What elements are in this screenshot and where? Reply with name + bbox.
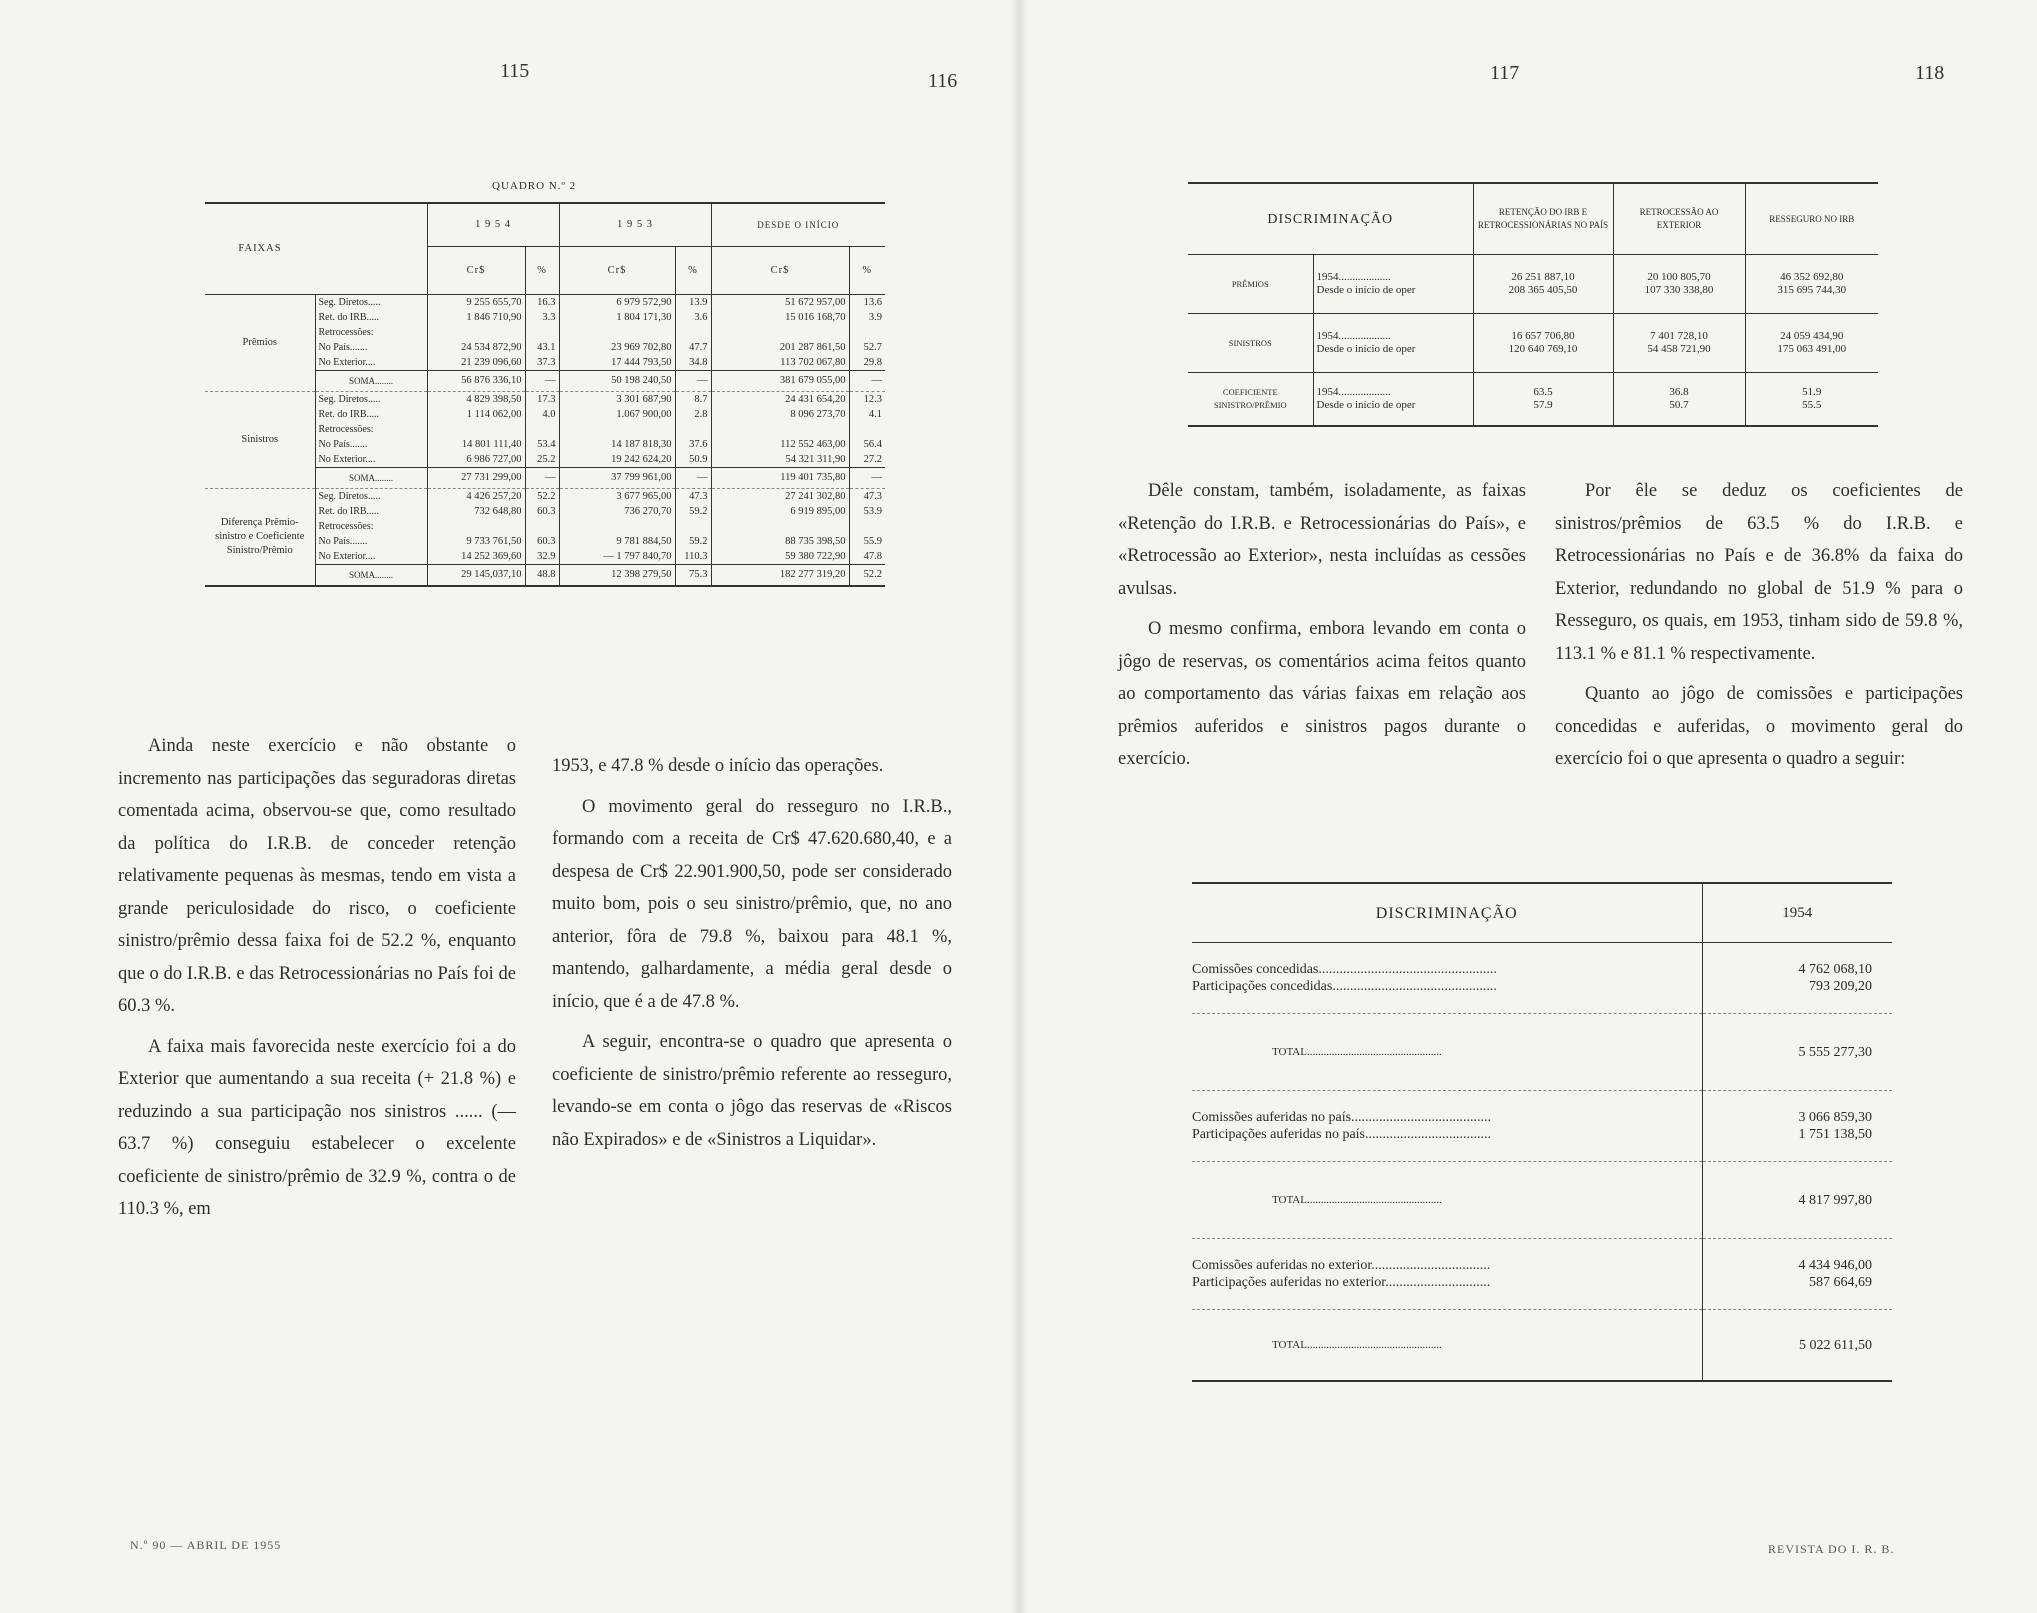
cell-value: 3.3 (525, 310, 559, 325)
soma-value: — (525, 371, 559, 392)
left-text-column-2 (552, 750, 952, 1164)
cell-value: 47.8 (849, 549, 885, 565)
cell-value: 208 365 405,50 (1508, 284, 1578, 296)
soma-label: SOMA........ (315, 565, 427, 587)
cell-value: 47.3 (675, 489, 711, 505)
page-number-118: 118 (1915, 62, 1945, 84)
line-label: Participações auferidas no exterior.............................. (1192, 1275, 1491, 1290)
soma-value: — (675, 371, 711, 392)
crs-header: Cr$ (559, 247, 675, 295)
cell-value (849, 325, 885, 340)
cell-value: 1 114 062,00 (427, 407, 525, 422)
cell-value: 55.9 (849, 534, 885, 549)
retencao-header: RETENÇÃO DO IRB E RETROCESSIONÁRIAS NO PAÍS (1473, 183, 1613, 255)
line-value: 4 762 068,10 (1798, 962, 1872, 977)
paragraph: O mesmo confirma, embora levando em conta o jôgo de reservas, os comentários acima feitos quanto ao comportamento das várias faixas em relação aos prêmios auferidos e sinistros pagos durante o exercício. (1118, 619, 1526, 769)
soma-value: 381 679 055,00 (711, 371, 849, 392)
footer-issue: N.º 90 — ABRIL DE 1955 (130, 1538, 282, 1552)
cell-value (849, 422, 885, 437)
cell-value: 51 672 957,00 (711, 295, 849, 311)
paragraph: O movimento geral do resseguro no I.R.B., formando com a receita de Cr$ 47.620.680,40, e a despesa de Cr$ 22.901.900,50, pode ser considerado muito bom, pois o seu sinistro/prêmio, que, no ano anterior, fôra de 79.8 %, baixou para 48.1 %, mantendo, galhardamente, a média geral desde o início, que é a de 47.8 %. (552, 796, 952, 1012)
cell-value: 63.5 (1533, 386, 1553, 398)
line-label: Participações concedidas............................................... (1192, 979, 1497, 994)
line-label: Comissões concedidas................................................... (1192, 962, 1497, 977)
row-label: Seg. Diretos..... (315, 392, 427, 408)
row-label: No País....... (315, 340, 427, 355)
cell-value: 9 781 884,50 (559, 534, 675, 549)
cell-value: 3 677 965,00 (559, 489, 675, 505)
row-label: No País....... (315, 534, 427, 549)
row-sublabel: 1954................... (1316, 330, 1391, 342)
cell-value (427, 422, 525, 437)
cell-value: 9 733 761,50 (427, 534, 525, 549)
cell-value (525, 519, 559, 534)
cell-value: 3 301 687,90 (559, 392, 675, 408)
total-row (1192, 1014, 1892, 1091)
table-row (1188, 255, 1878, 314)
table-row (1192, 943, 1892, 1014)
crs-header: Cr$ (427, 247, 525, 295)
soma-value: 52.2 (849, 565, 885, 587)
cell-value (711, 422, 849, 437)
row-label: Ret. do IRB..... (315, 310, 427, 325)
cell-value: 16 657 706,80 (1511, 330, 1575, 342)
table-row (1192, 1091, 1892, 1162)
cell-value: 57.9 (1533, 399, 1553, 411)
page-crease (1010, 0, 1028, 1613)
cell-value: 23 969 702,80 (559, 340, 675, 355)
soma-value: 75.3 (675, 565, 711, 587)
cell-value: 37.3 (525, 355, 559, 371)
cell-value: 9 255 655,70 (427, 295, 525, 311)
cell-value: 56.4 (849, 437, 885, 452)
line-value: 1 751 138,50 (1798, 1127, 1872, 1142)
faixas-header: FAIXAS (238, 243, 282, 254)
retrocessao-header: RETROCESSÃO AO EXTERIOR (1613, 183, 1745, 255)
soma-value: — (525, 468, 559, 489)
soma-value: 37 799 961,00 (559, 468, 675, 489)
cell-value: 14 187 818,30 (559, 437, 675, 452)
cell-value: 3.9 (849, 310, 885, 325)
table-row (205, 489, 885, 505)
soma-value: 182 277 319,20 (711, 565, 849, 587)
cell-value: — 1 797 840,70 (559, 549, 675, 565)
footer-journal: REVISTA DO I. R. B. (1768, 1542, 1895, 1556)
crs-header: Cr$ (711, 247, 849, 295)
cell-value: 17 444 793,50 (559, 355, 675, 371)
cell-value: 43.1 (525, 340, 559, 355)
row-label: Retrocessões: (315, 519, 427, 534)
total-label: TOTAL................................................. (1192, 1014, 1702, 1091)
total-value: 5 022 611,50 (1702, 1310, 1892, 1382)
cell-value: 29.8 (849, 355, 885, 371)
cell-value: 47.7 (675, 340, 711, 355)
cell-value: 732 648,80 (427, 504, 525, 519)
soma-value: 56 876 336,10 (427, 371, 525, 392)
cell-value: 54 321 311,90 (711, 452, 849, 468)
cell-value (675, 422, 711, 437)
cell-value: 59.2 (675, 504, 711, 519)
soma-value: — (849, 468, 885, 489)
row-label: Seg. Diretos..... (315, 489, 427, 505)
soma-label: SOMA........ (315, 371, 427, 392)
line-value: 4 434 946,00 (1798, 1258, 1872, 1273)
paragraph: Dêle constam, também, isoladamente, as faixas «Retenção do I.R.B. e Retrocessionárias do País», e «Retrocessão ao Exterior», nesta incluídas as cessões avulsas. (1118, 481, 1526, 599)
cell-value: 175 063 491,00 (1777, 343, 1847, 355)
cell-value: 52.2 (525, 489, 559, 505)
row-label: No Exterior.... (315, 355, 427, 371)
soma-value: 12 398 279,50 (559, 565, 675, 587)
total-label: TOTAL................................................. (1192, 1310, 1702, 1382)
cell-value: 24 431 654,20 (711, 392, 849, 408)
page-number-117: 117 (1490, 62, 1520, 84)
cell-value: 46 352 692,80 (1780, 271, 1844, 283)
cell-value: 36.8 (1669, 386, 1689, 398)
row-label: No Exterior.... (315, 452, 427, 468)
cell-value (675, 325, 711, 340)
pct-header: % (849, 247, 885, 295)
cell-value: 60.3 (525, 504, 559, 519)
pct-header: % (525, 247, 559, 295)
soma-value: 27 731 299,00 (427, 468, 525, 489)
cell-value: 60.3 (525, 534, 559, 549)
cell-value: 13.9 (675, 295, 711, 311)
cell-value: 21 239 096,60 (427, 355, 525, 371)
cell-value: 2.8 (675, 407, 711, 422)
row-label: Seg. Diretos..... (315, 295, 427, 311)
line-value: 587 664,69 (1809, 1275, 1872, 1290)
page-number-116: 116 (928, 70, 958, 92)
cell-value: 53.9 (849, 504, 885, 519)
paragraph: Quanto ao jôgo de comissões e participações concedidas e auferidas, o movimento geral do exercício foi o que apresenta o quadro a seguir: (1555, 684, 1963, 769)
row-sublabel: Desde o início de oper (1316, 399, 1416, 411)
line-label: Comissões auferidas no país........................................ (1192, 1110, 1492, 1125)
cell-value: 736 270,70 (559, 504, 675, 519)
cell-value: 37.6 (675, 437, 711, 452)
comissoes-table (1192, 882, 1892, 1382)
line-label: Participações auferidas no país.................................... (1192, 1127, 1491, 1142)
cell-value: 8.7 (675, 392, 711, 408)
cell-value: 112 552 463,00 (711, 437, 849, 452)
soma-value: — (849, 371, 885, 392)
cell-value: 201 287 861,50 (711, 340, 849, 355)
row-label: Retrocessões: (315, 325, 427, 340)
row-label: Ret. do IRB..... (315, 504, 427, 519)
cell-value: 1 804 171,30 (559, 310, 675, 325)
soma-value: 48.8 (525, 565, 559, 587)
total-row (1192, 1310, 1892, 1382)
paragraph: 1953, e 47.8 % desde o início das operações. (552, 756, 884, 776)
cell-value: 20 100 805,70 (1647, 271, 1711, 283)
paragraph: A faixa mais favorecida neste exercício foi a do Exterior que aumentando a sua receita (+ 21.8 %) e reduzindo a sua participação nos sinistros ...... (— 63.7 %) conseguiu estabelecer o excelente coeficiente de sinistro/prêmio de 32.9 %, contra o de 110.3 %, em (118, 1036, 516, 1219)
cell-value: 47.3 (849, 489, 885, 505)
table-row (205, 295, 885, 311)
cell-value (711, 325, 849, 340)
cell-value: 54 458 721,90 (1647, 343, 1711, 355)
cell-value: 7 401 728,10 (1650, 330, 1708, 342)
total-value: 5 555 277,30 (1702, 1014, 1892, 1091)
group-label: Prêmios (205, 295, 315, 392)
cell-value: 50.9 (675, 452, 711, 468)
cell-value: 51.9 (1802, 386, 1822, 398)
paragraph: A seguir, encontra-se o quadro que apresenta o coeficiente de sinistro/prêmio referente ao resseguro, levando-se em conta o jôgo das reservas de «Riscos não Expirados» e de «Sinistros a Liquidar». (552, 1032, 952, 1150)
cell-value: 120 640 769,10 (1508, 343, 1578, 355)
row-label: No Exterior.... (315, 549, 427, 565)
table-title: QUADRO N.º 2 (492, 180, 577, 192)
table-row (205, 392, 885, 408)
row-label: No País....... (315, 437, 427, 452)
row-sublabel: Desde o início de oper (1316, 284, 1416, 296)
coeficiente-table (1188, 182, 1878, 427)
cell-value: 12.3 (849, 392, 885, 408)
discriminacao-header: DISCRIMINAÇÃO (1192, 883, 1702, 943)
group-label: Sinistros (205, 392, 315, 489)
cell-value: 59.2 (675, 534, 711, 549)
row-sublabel: Desde o início de oper (1316, 343, 1416, 355)
year-1953-header: 1 9 5 3 (559, 203, 711, 247)
cell-value: 1.067 900,00 (559, 407, 675, 422)
cell-value: 16.3 (525, 295, 559, 311)
cell-value: 4 426 257,20 (427, 489, 525, 505)
cell-value (849, 519, 885, 534)
cell-value: 15 016 168,70 (711, 310, 849, 325)
cell-value (711, 519, 849, 534)
paragraph: Por êle se deduz os coeficientes de sinistros/prêmios de 63.5 % do I.R.B. e Retrocessionárias no País e de 36.8% da faixa do Exterior, redundando no global de 51.9 % para o Resseguro, os quais, em 1953, tinham sido de 59.8 %, 113.1 % e 81.1 % respectivamente. (1555, 481, 1963, 664)
cell-value: 13.6 (849, 295, 885, 311)
cell-value: 88 735 398,50 (711, 534, 849, 549)
cell-value: 32.9 (525, 549, 559, 565)
cell-value (525, 325, 559, 340)
total-value: 4 817 997,80 (1702, 1162, 1892, 1239)
soma-value: — (675, 468, 711, 489)
cell-value: 14 801 111,40 (427, 437, 525, 452)
row-label: COEFICIENTE SINISTRO/PRÊMIO (1213, 387, 1287, 410)
cell-value: 14 252 369,60 (427, 549, 525, 565)
line-value: 793 209,20 (1809, 979, 1872, 994)
cell-value (675, 519, 711, 534)
cell-value: 110.3 (675, 549, 711, 565)
total-row (1192, 1162, 1892, 1239)
pct-header: % (675, 247, 711, 295)
row-sublabel: 1954................... (1316, 386, 1391, 398)
cell-value: 27 241 302,80 (711, 489, 849, 505)
cell-value: 107 330 338,80 (1644, 284, 1714, 296)
cell-value (427, 519, 525, 534)
cell-value: 1 846 710,90 (427, 310, 525, 325)
right-text-column-2 (1555, 475, 1963, 784)
cell-value: 34.8 (675, 355, 711, 371)
cell-value: 8 096 273,70 (711, 407, 849, 422)
cell-value: 59 380 722,90 (711, 549, 849, 565)
cell-value: 19 242 624,20 (559, 452, 675, 468)
row-label: Retrocessões: (315, 422, 427, 437)
cell-value: 55.5 (1802, 399, 1822, 411)
line-label: Comissões auferidas no exterior.................................. (1192, 1258, 1491, 1273)
cell-value: 24 534 872,90 (427, 340, 525, 355)
cell-value (559, 422, 675, 437)
soma-value: 119 401 735,80 (711, 468, 849, 489)
cell-value: 4 829 398,50 (427, 392, 525, 408)
cell-value: 4.1 (849, 407, 885, 422)
group-label: Diferença Prêmio-sinistro e Coeficiente Sinistro/Prêmio (205, 489, 315, 587)
cell-value: 25.2 (525, 452, 559, 468)
table-row (1192, 1239, 1892, 1310)
quadro-2-table (205, 202, 885, 587)
soma-value: 50 198 240,50 (559, 371, 675, 392)
row-label: Ret. do IRB..... (315, 407, 427, 422)
year-1954-header: 1 9 5 4 (427, 203, 559, 247)
desde-inicio-header: DESDE O INÍCIO (711, 203, 885, 247)
year-header: 1954 (1702, 883, 1892, 943)
cell-value: 113 702 067,80 (711, 355, 849, 371)
cell-value: 3.6 (675, 310, 711, 325)
cell-value (427, 325, 525, 340)
total-label: TOTAL................................................. (1192, 1162, 1702, 1239)
cell-value: 50.7 (1669, 399, 1689, 411)
cell-value: 6 919 895,00 (711, 504, 849, 519)
page-number-115: 115 (500, 60, 530, 82)
paragraph: Ainda neste exercício e não obstante o incremento nas participações das seguradoras diretas comentada acima, observou-se que, como resultado da política do I.R.B. de conceder retenção relativamente pequenas às mesmas, tendo em vista a grande periculosidade do risco, o coeficiente sinistro/prêmio dessa faixa foi de 52.2 %, enquanto que o do I.R.B. e das Retrocessionárias no País foi de 60.3 %. (118, 736, 516, 1016)
cell-value: 315 695 744,30 (1777, 284, 1847, 296)
discriminacao-header: DISCRIMINAÇÃO (1188, 183, 1473, 255)
cell-value: 52.7 (849, 340, 885, 355)
cell-value: 6 986 727,00 (427, 452, 525, 468)
resseguro-header: RESSEGURO NO IRB (1745, 183, 1878, 255)
cell-value (525, 422, 559, 437)
row-label: SINISTROS (1228, 337, 1272, 348)
cell-value: 53.4 (525, 437, 559, 452)
soma-value: 29 145,037,10 (427, 565, 525, 587)
cell-value: 24 059 434,90 (1780, 330, 1844, 342)
cell-value: 17.3 (525, 392, 559, 408)
line-value: 3 066 859,30 (1798, 1110, 1872, 1125)
row-sublabel: 1954................... (1316, 271, 1391, 283)
cell-value (559, 519, 675, 534)
right-text-column-1 (1118, 475, 1526, 784)
row-label: PRÊMIOS (1231, 278, 1269, 289)
table-row (1188, 373, 1878, 427)
cell-value (559, 325, 675, 340)
cell-value: 26 251 887,10 (1511, 271, 1575, 283)
left-text-column-1 (118, 730, 516, 1234)
cell-value: 4.0 (525, 407, 559, 422)
soma-label: SOMA........ (315, 468, 427, 489)
table-row (1188, 314, 1878, 373)
cell-value: 6 979 572,90 (559, 295, 675, 311)
cell-value: 27.2 (849, 452, 885, 468)
